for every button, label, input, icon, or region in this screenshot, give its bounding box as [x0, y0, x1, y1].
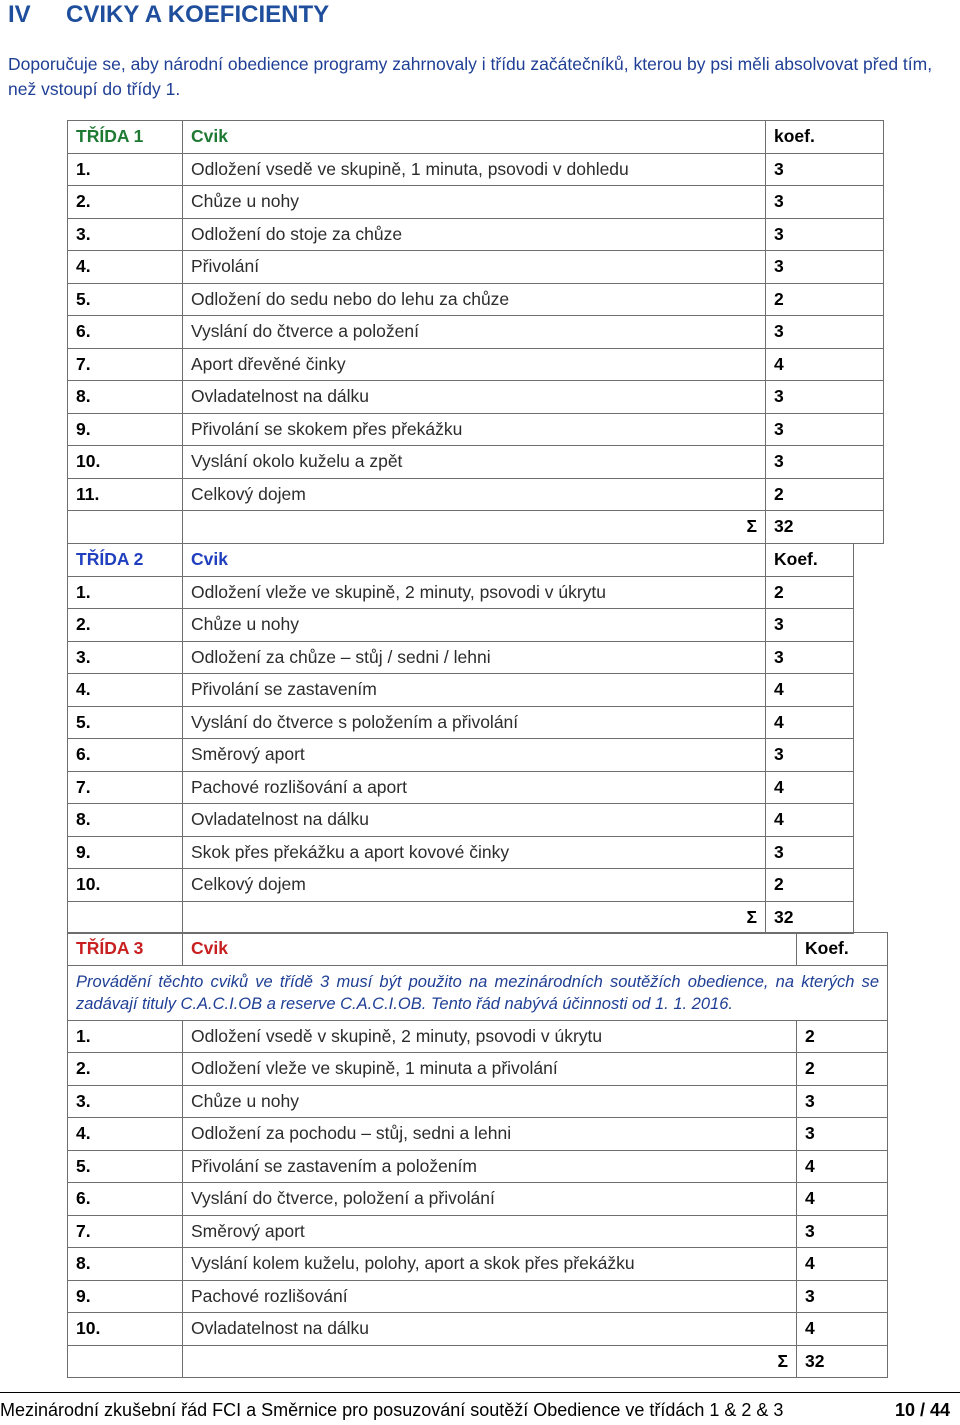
table-row — [68, 609, 854, 642]
table-row — [68, 674, 854, 707]
exercise-name: Odložení vleže ve skupině, 2 minuty, psovodi v úkrytu — [183, 576, 766, 609]
exercise-number: 4. — [68, 251, 183, 284]
table-row — [68, 1280, 888, 1313]
class-note: Provádění těchto cviků ve třídě 3 musí být použito na mezinárodních soutěžích obedience, na kterých se zadávají tituly C.A.C.I.OB a reserve C.A.C.I.OB. Tento řád nabývá účinnosti od 1. 1. 2016. — [68, 965, 888, 1020]
table-row — [68, 1150, 888, 1183]
exercise-coefficient: 3 — [797, 1085, 888, 1118]
exercise-name: Odložení za chůze – stůj / sedni / lehni — [183, 641, 766, 674]
class-label: TŘÍDA 1 — [68, 121, 183, 154]
exercise-coefficient: 2 — [766, 478, 884, 511]
exercise-coefficient: 4 — [766, 348, 884, 381]
exercise-name: Vyslání do čtverce, položení a přivolání — [183, 1183, 797, 1216]
exercise-coefficient: 3 — [766, 739, 854, 772]
exercise-coefficient: 4 — [797, 1150, 888, 1183]
exercise-column-header: Cvik — [183, 544, 766, 577]
exercise-name: Pachové rozlišování a aport — [183, 771, 766, 804]
exercise-number: 6. — [68, 316, 183, 349]
note-row — [68, 965, 888, 1020]
sum-symbol: Σ — [183, 511, 766, 544]
exercise-number: 7. — [68, 771, 183, 804]
exercise-name: Přivolání — [183, 251, 766, 284]
table-row — [68, 1248, 888, 1281]
exercise-coefficient: 4 — [766, 804, 854, 837]
exercise-name: Vyslání okolo kuželu a zpět — [183, 446, 766, 479]
exercise-coefficient: 2 — [766, 869, 854, 902]
exercise-coefficient: 3 — [766, 836, 854, 869]
exercise-number: 2. — [68, 186, 183, 219]
table-row — [68, 576, 854, 609]
table-row — [68, 348, 884, 381]
exercise-coefficient: 4 — [766, 706, 854, 739]
exercise-number: 6. — [68, 1183, 183, 1216]
sum-row — [68, 901, 854, 934]
exercise-name: Přivolání se skokem přes překážku — [183, 413, 766, 446]
page-number: 10 / 44 — [894, 1400, 950, 1420]
exercise-name: Chůze u nohy — [183, 609, 766, 642]
exercise-number: 1. — [68, 153, 183, 186]
exercise-number: 6. — [68, 739, 183, 772]
table-row — [68, 283, 884, 316]
table-row — [68, 218, 884, 251]
exercise-number: 4. — [68, 674, 183, 707]
exercise-coefficient: 3 — [766, 153, 884, 186]
exercise-name: Chůze u nohy — [183, 1085, 797, 1118]
sum-row — [68, 1345, 888, 1378]
exercise-number: 10. — [68, 1313, 183, 1346]
exercise-number: 10. — [68, 446, 183, 479]
exercise-number: 1. — [68, 1020, 183, 1053]
table-row — [68, 1183, 888, 1216]
exercise-number: 7. — [68, 348, 183, 381]
exercise-coefficient: 4 — [766, 674, 854, 707]
sum-empty-cell — [68, 1345, 183, 1378]
exercise-coefficient: 2 — [797, 1020, 888, 1053]
exercise-name: Vyslání do čtverce a položení — [183, 316, 766, 349]
exercise-name: Ovladatelnost na dálku — [183, 804, 766, 837]
class1-table — [67, 120, 884, 544]
exercise-name: Celkový dojem — [183, 478, 766, 511]
table-row — [68, 1118, 888, 1151]
exercise-coefficient: 4 — [797, 1248, 888, 1281]
exercise-name: Odložení vleže ve skupině, 1 minuta a přivolání — [183, 1053, 797, 1086]
exercise-name: Odložení za pochodu – stůj, sedni a lehni — [183, 1118, 797, 1151]
exercise-column-header: Cvik — [183, 121, 766, 154]
exercise-name: Vyslání do čtverce s položením a přivolání — [183, 706, 766, 739]
table-row — [68, 478, 884, 511]
section-heading — [8, 0, 948, 30]
coefficient-column-header: Koef. — [766, 544, 854, 577]
exercise-number: 9. — [68, 836, 183, 869]
table-row — [68, 1053, 888, 1086]
exercise-name: Pachové rozlišování — [183, 1280, 797, 1313]
exercise-number: 4. — [68, 1118, 183, 1151]
sum-value: 32 — [797, 1345, 888, 1378]
exercise-name: Směrový aport — [183, 1215, 797, 1248]
exercise-coefficient: 4 — [797, 1183, 888, 1216]
table-row — [68, 869, 854, 902]
table-row — [68, 1085, 888, 1118]
exercise-coefficient: 3 — [766, 413, 884, 446]
exercise-number: 3. — [68, 1085, 183, 1118]
exercise-number: 3. — [68, 218, 183, 251]
exercise-coefficient: 3 — [797, 1215, 888, 1248]
table-row — [68, 1020, 888, 1053]
exercise-number: 7. — [68, 1215, 183, 1248]
sum-symbol: Σ — [183, 1345, 797, 1378]
footer-text: Mezinárodní zkušební řád FCI a Směrnice pro posuzování soutěží Obedience ve třídách 1 & 2 & 3 — [0, 1400, 784, 1420]
exercise-number: 8. — [68, 804, 183, 837]
exercise-coefficient: 3 — [797, 1280, 888, 1313]
class-label: TŘÍDA 2 — [68, 544, 183, 577]
table-row — [68, 381, 884, 414]
exercise-number: 5. — [68, 1150, 183, 1183]
class3-table — [67, 932, 888, 1378]
exercise-coefficient: 2 — [766, 283, 884, 316]
exercise-name: Aport dřevěné činky — [183, 348, 766, 381]
exercise-name: Vyslání kolem kuželu, polohy, aport a skok přes překážku — [183, 1248, 797, 1281]
exercise-name: Přivolání se zastavením — [183, 674, 766, 707]
exercise-coefficient: 2 — [797, 1053, 888, 1086]
exercise-name: Přivolání se zastavením a položením — [183, 1150, 797, 1183]
table-row — [68, 186, 884, 219]
sum-empty-cell — [68, 901, 183, 934]
table-row — [68, 251, 884, 284]
table-row — [68, 413, 884, 446]
table-row — [68, 739, 854, 772]
exercise-name: Odložení vsedě v skupině, 2 minuty, psovodi v úkrytu — [183, 1020, 797, 1053]
exercise-coefficient: 4 — [797, 1313, 888, 1346]
sum-row — [68, 511, 884, 544]
exercise-number: 8. — [68, 1248, 183, 1281]
table-row — [68, 446, 884, 479]
exercise-coefficient: 3 — [797, 1118, 888, 1151]
table-row — [68, 706, 854, 739]
section-number: IV — [8, 1, 31, 28]
table-header-row — [68, 121, 884, 154]
table-row — [68, 641, 854, 674]
table-row — [68, 316, 884, 349]
exercise-number: 9. — [68, 413, 183, 446]
exercise-coefficient: 2 — [766, 576, 854, 609]
table-row — [68, 836, 854, 869]
exercise-name: Odložení do stoje za chůze — [183, 218, 766, 251]
exercise-coefficient: 4 — [766, 771, 854, 804]
coefficient-column-header: koef. — [766, 121, 884, 154]
table-header-row — [68, 933, 888, 966]
exercise-coefficient: 3 — [766, 218, 884, 251]
class-label: TŘÍDA 3 — [68, 933, 183, 966]
exercise-number: 10. — [68, 869, 183, 902]
exercise-coefficient: 3 — [766, 381, 884, 414]
sum-symbol: Σ — [183, 901, 766, 934]
sum-empty-cell — [68, 511, 183, 544]
table-row — [68, 771, 854, 804]
coefficient-column-header: Koef. — [797, 933, 888, 966]
class2-table — [67, 543, 854, 934]
exercise-coefficient: 3 — [766, 641, 854, 674]
exercise-number: 2. — [68, 1053, 183, 1086]
exercise-name: Směrový aport — [183, 739, 766, 772]
exercise-name: Ovladatelnost na dálku — [183, 381, 766, 414]
exercise-coefficient: 3 — [766, 251, 884, 284]
intro-paragraph: Doporučuje se, aby národní obedience programy zahrnovaly i třídu začátečníků, kterou by psi měli absolvovat před tím, než vstoupí do třídy 1. — [8, 54, 933, 99]
table-header-row — [68, 544, 854, 577]
exercise-name: Ovladatelnost na dálku — [183, 1313, 797, 1346]
table-row — [68, 804, 854, 837]
exercise-number: 5. — [68, 706, 183, 739]
exercise-coefficient: 3 — [766, 446, 884, 479]
exercise-coefficient: 3 — [766, 186, 884, 219]
exercise-number: 9. — [68, 1280, 183, 1313]
exercise-number: 5. — [68, 283, 183, 316]
exercise-number: 11. — [68, 478, 183, 511]
exercise-number: 8. — [68, 381, 183, 414]
exercise-name: Chůze u nohy — [183, 186, 766, 219]
exercise-name: Skok přes překážku a aport kovové činky — [183, 836, 766, 869]
sum-value: 32 — [766, 901, 854, 934]
sum-value: 32 — [766, 511, 884, 544]
exercise-coefficient: 3 — [766, 609, 854, 642]
exercise-name: Odložení vsedě ve skupině, 1 minuta, psovodi v dohledu — [183, 153, 766, 186]
exercise-coefficient: 3 — [766, 316, 884, 349]
exercise-number: 1. — [68, 576, 183, 609]
table-row — [68, 1215, 888, 1248]
section-title: CVIKY A KOEFICIENTY — [66, 1, 330, 28]
exercise-number: 3. — [68, 641, 183, 674]
exercise-column-header: Cvik — [183, 933, 797, 966]
exercise-name: Odložení do sedu nebo do lehu za chůze — [183, 283, 766, 316]
footer-divider — [0, 1392, 960, 1393]
table-row — [68, 1313, 888, 1346]
exercise-name: Celkový dojem — [183, 869, 766, 902]
table-row — [68, 153, 884, 186]
exercise-number: 2. — [68, 609, 183, 642]
